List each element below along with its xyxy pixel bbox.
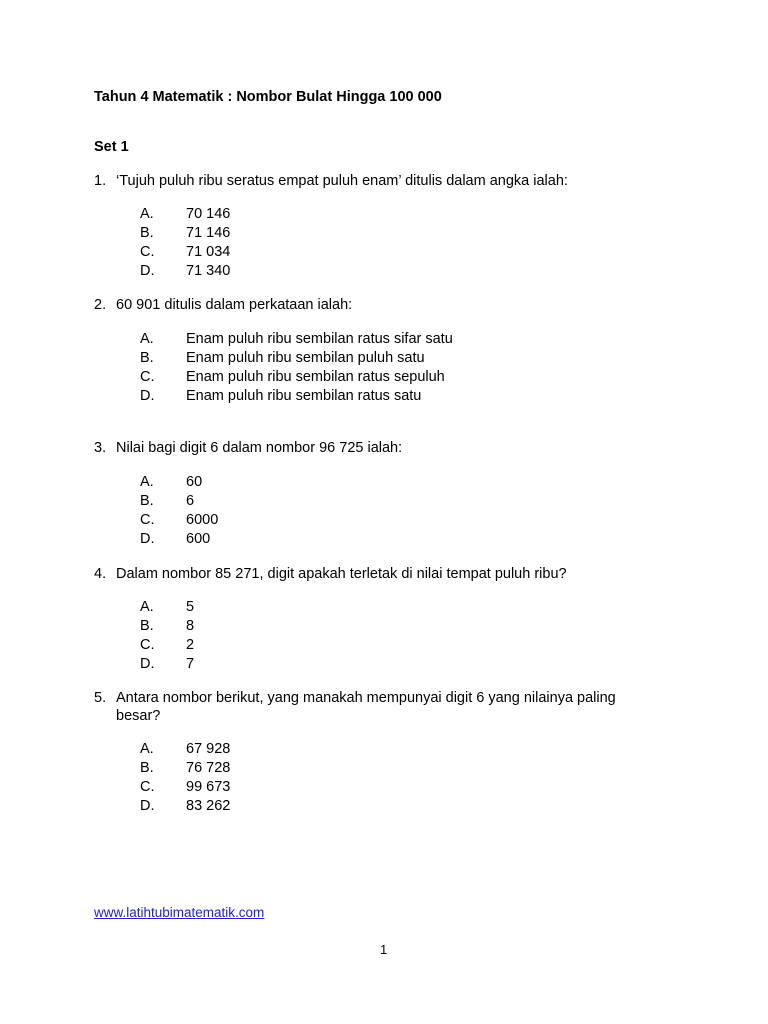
option-letter: C. xyxy=(140,244,155,260)
option-text: 6000 xyxy=(186,512,219,528)
option-text: 71 146 xyxy=(186,225,231,241)
option-letter: B. xyxy=(140,225,154,241)
option-letter: B. xyxy=(140,350,154,366)
option-letter: D. xyxy=(140,656,155,672)
option-letter: A. xyxy=(140,206,154,222)
question-text: Nilai bagi digit 6 dalam nombor 96 725 ialah: xyxy=(116,440,403,456)
option-letter: D. xyxy=(140,263,155,279)
option-text: Enam puluh ribu sembilan puluh satu xyxy=(186,350,425,366)
option-letter: C. xyxy=(140,637,155,653)
option-text: 83 262 xyxy=(186,798,231,814)
question-text: ‘Tujuh puluh ribu seratus empat puluh enam’ ditulis dalam angka ialah: xyxy=(116,173,568,189)
option-letter: B. xyxy=(140,493,154,509)
question-text-continued: besar? xyxy=(116,708,161,724)
question-number: 1. xyxy=(94,173,107,189)
option-text: 99 673 xyxy=(186,779,231,795)
option-letter: B. xyxy=(140,618,154,634)
document-title: Tahun 4 Matematik : Nombor Bulat Hingga 100 000 xyxy=(94,89,442,105)
option-text: 76 728 xyxy=(186,760,231,776)
question-number: 2. xyxy=(94,297,107,313)
option-text: Enam puluh ribu sembilan ratus sepuluh xyxy=(186,369,445,385)
option-letter: C. xyxy=(140,369,155,385)
option-text: Enam puluh ribu sembilan ratus satu xyxy=(186,388,422,404)
set-label: Set 1 xyxy=(94,139,129,155)
option-letter: D. xyxy=(140,388,155,404)
option-text: 6 xyxy=(186,493,195,509)
question-text: Dalam nombor 85 271, digit apakah terletak di nilai tempat puluh ribu? xyxy=(116,566,567,582)
option-text: 60 xyxy=(186,474,203,490)
option-text: 7 xyxy=(186,656,195,672)
option-letter: A. xyxy=(140,599,154,615)
option-text: Enam puluh ribu sembilan ratus sifar satu xyxy=(186,331,453,347)
question-number: 4. xyxy=(94,566,107,582)
option-letter: B. xyxy=(140,760,154,776)
question-text: Antara nombor berikut, yang manakah mempunyai digit 6 yang nilainya paling xyxy=(116,690,616,706)
option-text: 70 146 xyxy=(186,206,231,222)
option-text: 67 928 xyxy=(186,741,231,757)
option-text: 600 xyxy=(186,531,211,547)
option-letter: D. xyxy=(140,798,155,814)
option-letter: C. xyxy=(140,779,155,795)
option-letter: A. xyxy=(140,331,154,347)
question-number: 5. xyxy=(94,690,107,706)
option-text: 71 034 xyxy=(186,244,231,260)
website-link[interactable]: www.latihtubimatematik.com xyxy=(94,905,265,920)
option-letter: A. xyxy=(140,741,154,757)
option-letter: A. xyxy=(140,474,154,490)
option-letter: D. xyxy=(140,531,155,547)
option-text: 2 xyxy=(186,637,195,653)
option-text: 5 xyxy=(186,599,195,615)
option-text: 8 xyxy=(186,618,195,634)
option-text: 71 340 xyxy=(186,263,231,279)
question-text: 60 901 ditulis dalam perkataan ialah: xyxy=(116,297,353,313)
page-number: 1 xyxy=(380,942,388,957)
option-letter: C. xyxy=(140,512,155,528)
question-number: 3. xyxy=(94,440,107,456)
